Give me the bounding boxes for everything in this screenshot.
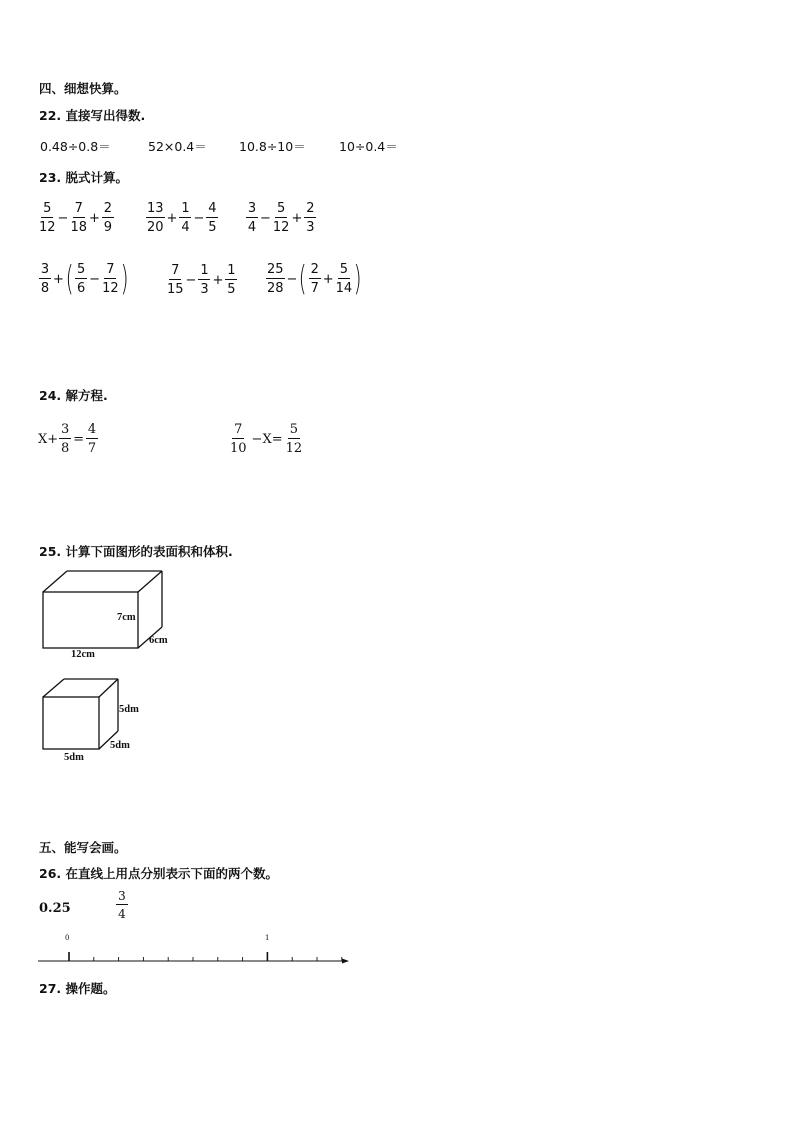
- q22-item-3: 10.8÷10＝: [239, 139, 306, 154]
- question-number: 24.: [39, 388, 62, 403]
- question-text: 在直线上用点分别表示下面的两个数。: [65, 866, 279, 881]
- fraction: $\frac{3}{8}$: [61, 422, 70, 456]
- fraction: $\frac{5}{6}$: [77, 262, 86, 296]
- cube-depth-label: 5dm: [110, 740, 130, 751]
- fraction: $\frac{2}{9}$: [103, 201, 113, 235]
- section-4-title: 四、细想快算。: [39, 81, 127, 96]
- tick-label-1: 1: [265, 934, 270, 942]
- right-parenthesis: ): [353, 259, 362, 299]
- left-parenthesis: (: [299, 259, 308, 299]
- fraction: $\frac{13}{20}$: [147, 201, 164, 235]
- question-number: 25.: [39, 544, 62, 559]
- fraction: $\frac{3}{8}$: [40, 262, 50, 296]
- tick-label-0: 0: [65, 934, 70, 942]
- cuboid-depth-label: 6cm: [149, 635, 168, 646]
- cuboid-height-label: 7cm: [117, 612, 136, 623]
- q23-expression-2: $\frac{13}{20}$ + $\frac{1}{4}$ − $\frac{4}{5}$: [147, 201, 217, 235]
- right-parenthesis: ): [120, 259, 129, 299]
- cube-length-label: 5dm: [64, 752, 84, 763]
- question-number: 26.: [39, 866, 62, 881]
- fraction: $\frac{5}{14}$: [335, 262, 353, 296]
- q22-item-2: 52×0.4＝: [148, 139, 207, 154]
- fraction: $\frac{2}{7}$: [310, 262, 319, 296]
- fraction: $\frac{7}{12}$: [102, 262, 119, 296]
- fraction: $\frac{1}{4}$: [181, 201, 190, 235]
- q23-expression-1: $\frac{5}{12}$ − $\frac{7}{18}$ + $\frac{2}{9}$: [39, 201, 113, 235]
- q24-equation-2: $\frac{7}{10}$ −X= $\frac{5}{12}$: [230, 422, 303, 456]
- value-decimal: 0.25: [39, 901, 71, 916]
- q24-equation-1: X+ $\frac{3}{8}$ = $\frac{4}{7}$: [38, 422, 97, 456]
- question-27: [39, 979, 116, 997]
- fraction: $\frac{5}{12}$: [285, 422, 303, 456]
- fraction: $\frac{7}{18}$: [70, 201, 87, 235]
- fraction: $\frac{4}{5}$: [208, 201, 217, 235]
- value-fraction: [115, 890, 129, 920]
- cube-height-label: 5dm: [119, 704, 139, 715]
- fraction: $\frac{7}{10}$: [230, 422, 247, 456]
- question-text: 操作题。: [65, 981, 116, 996]
- question-text: 直接写出得数.: [65, 108, 146, 123]
- fraction: $\frac{5}{12}$: [272, 201, 290, 235]
- fraction: $\frac{25}{28}$: [267, 262, 284, 296]
- question-25: [39, 542, 233, 560]
- question-24: [39, 386, 108, 404]
- section-5-title: 五、能写会画。: [39, 840, 127, 855]
- fraction: $\frac{1}{3}$: [200, 263, 209, 297]
- fraction: $\frac{1}{5}$: [227, 263, 236, 297]
- fraction: $\frac{3}{4}$: [116, 890, 128, 920]
- cuboid-length-label: 12cm: [71, 649, 95, 660]
- number-line: [36, 930, 356, 970]
- q23-expression-4: $\frac{3}{8}$ + ( $\frac{5}{6}$ − $\frac{7}{12}$ ): [40, 259, 129, 299]
- q23-expression-6: $\frac{25}{28}$ − ( $\frac{2}{7}$ + $\frac{5}{14}$ ): [267, 259, 362, 299]
- q22-item-1: 0.48÷0.8＝: [40, 139, 111, 154]
- question-22: [39, 106, 145, 124]
- left-parenthesis: (: [65, 259, 74, 299]
- question-23: [39, 168, 128, 186]
- question-text: 脱式计算。: [65, 170, 129, 185]
- fraction: $\frac{3}{4}$: [247, 201, 257, 235]
- question-text: 解方程.: [65, 388, 108, 403]
- fraction: $\frac{4}{7}$: [87, 422, 97, 456]
- question-number: 27.: [39, 981, 62, 996]
- question-26: [39, 864, 278, 882]
- question-text: 计算下面图形的表面积和体积.: [65, 544, 233, 559]
- fraction: $\frac{7}{15}$: [167, 263, 184, 297]
- fraction: $\frac{2}{3}$: [306, 201, 315, 235]
- question-number: 23.: [39, 170, 62, 185]
- question-number: 22.: [39, 108, 62, 123]
- q23-expression-3: $\frac{3}{4}$ − $\frac{5}{12}$ + $\frac{2}{3}$: [247, 201, 315, 235]
- q23-expression-5: $\frac{7}{15}$ − $\frac{1}{3}$ + $\frac{1}{5}$: [167, 263, 236, 297]
- arrow-icon: [342, 959, 349, 964]
- q22-item-4: 10÷0.4＝: [339, 139, 398, 154]
- fraction: $\frac{5}{12}$: [39, 201, 56, 235]
